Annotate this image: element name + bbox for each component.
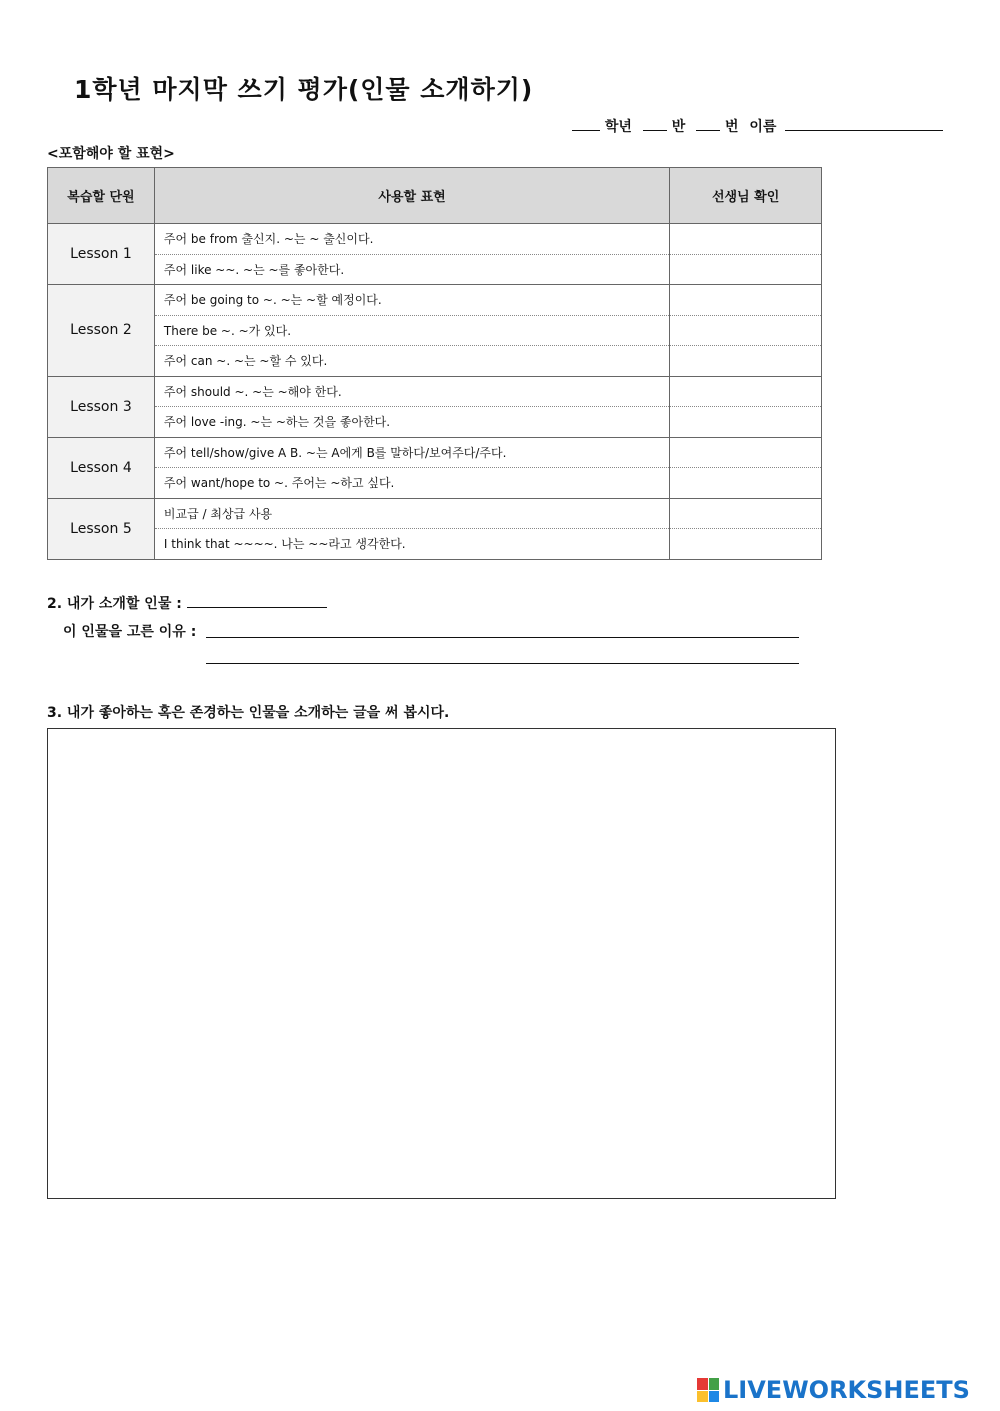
number-label: 번 <box>724 119 739 135</box>
teacher-check-cell[interactable] <box>670 437 822 468</box>
teacher-check-cell[interactable] <box>670 224 822 255</box>
table-row <box>48 254 822 285</box>
table-row <box>48 285 822 316</box>
expression-cell: I think that ~~~~. 나는 ~~라고 생각한다. <box>154 529 669 560</box>
reason-answer-line-2[interactable] <box>206 663 799 664</box>
expression-cell: 주어 like ~~. ~는 ~를 좋아한다. <box>154 254 669 285</box>
header-lesson: 복습할 단원 <box>48 168 155 224</box>
expression-cell: 주어 be from 출신지. ~는 ~ 출신이다. <box>154 224 669 255</box>
logo-mark-icon <box>697 1378 719 1402</box>
teacher-check-cell[interactable] <box>670 285 822 316</box>
question-2-label: 2. 내가 소개할 인물 : <box>47 596 182 612</box>
number-blank[interactable] <box>696 118 720 131</box>
table-row <box>48 346 822 377</box>
reason-label: 이 인물을 고른 이유 : <box>63 624 197 640</box>
name-label: 이름 <box>749 119 777 135</box>
expression-cell: 주어 love -ing. ~는 ~하는 것을 좋아한다. <box>154 407 669 438</box>
expression-table <box>47 167 822 560</box>
person-answer-line[interactable] <box>187 595 327 608</box>
teacher-check-cell[interactable] <box>670 529 822 560</box>
table-row <box>48 468 822 499</box>
table-row <box>48 376 822 407</box>
table-row <box>48 224 822 255</box>
table-row <box>48 529 822 560</box>
name-blank[interactable] <box>785 118 943 131</box>
question-2 <box>47 593 327 613</box>
lesson-cell: Lesson 1 <box>48 224 155 285</box>
teacher-check-cell[interactable] <box>670 376 822 407</box>
expression-cell: 주어 want/hope to ~. 주어는 ~하고 싶다. <box>154 468 669 499</box>
class-blank[interactable] <box>643 118 667 131</box>
question-3-label: 3. 내가 좋아하는 혹은 존경하는 인물을 소개하는 글을 써 봅시다. <box>47 705 450 721</box>
lesson-cell: Lesson 3 <box>48 376 155 437</box>
section-label: <포함해야 할 표현> <box>47 146 175 162</box>
grade-label: 학년 <box>604 119 632 135</box>
lesson-cell: Lesson 4 <box>48 437 155 498</box>
logo-square <box>709 1391 720 1403</box>
table-row <box>48 437 822 468</box>
page-title: 1학년 마지막 쓰기 평가(인물 소개하기) <box>74 75 534 104</box>
expression-cell: 비교급 / 최상급 사용 <box>154 498 669 529</box>
grade-blank[interactable] <box>572 118 600 131</box>
table-header-row <box>48 168 822 224</box>
teacher-check-cell[interactable] <box>670 407 822 438</box>
writing-area[interactable] <box>47 728 836 1199</box>
teacher-check-cell[interactable] <box>670 468 822 499</box>
expression-cell: 주어 tell/show/give A B. ~는 A에게 B를 말하다/보여주다/주다. <box>154 437 669 468</box>
teacher-check-cell[interactable] <box>670 315 822 346</box>
lesson-cell: Lesson 2 <box>48 285 155 377</box>
table-row <box>48 315 822 346</box>
logo-square <box>709 1378 720 1390</box>
expression-cell: 주어 be going to ~. ~는 ~할 예정이다. <box>154 285 669 316</box>
teacher-check-cell[interactable] <box>670 254 822 285</box>
header-expression: 사용할 표현 <box>154 168 669 224</box>
teacher-check-cell[interactable] <box>670 346 822 377</box>
logo-text: LIVEWORKSHEETS <box>723 1376 970 1404</box>
liveworksheets-logo <box>697 1376 970 1404</box>
table-row <box>48 407 822 438</box>
expression-cell: There be ~. ~가 있다. <box>154 315 669 346</box>
class-label: 반 <box>671 119 686 135</box>
table-row <box>48 498 822 529</box>
expression-cell: 주어 can ~. ~는 ~할 수 있다. <box>154 346 669 377</box>
logo-square <box>697 1391 708 1403</box>
reason-answer-line-1[interactable] <box>206 637 799 638</box>
student-info <box>572 116 952 136</box>
lesson-cell: Lesson 5 <box>48 498 155 559</box>
teacher-check-cell[interactable] <box>670 498 822 529</box>
logo-square <box>697 1378 708 1390</box>
expression-cell: 주어 should ~. ~는 ~해야 한다. <box>154 376 669 407</box>
header-teacher-check: 선생님 확인 <box>670 168 822 224</box>
